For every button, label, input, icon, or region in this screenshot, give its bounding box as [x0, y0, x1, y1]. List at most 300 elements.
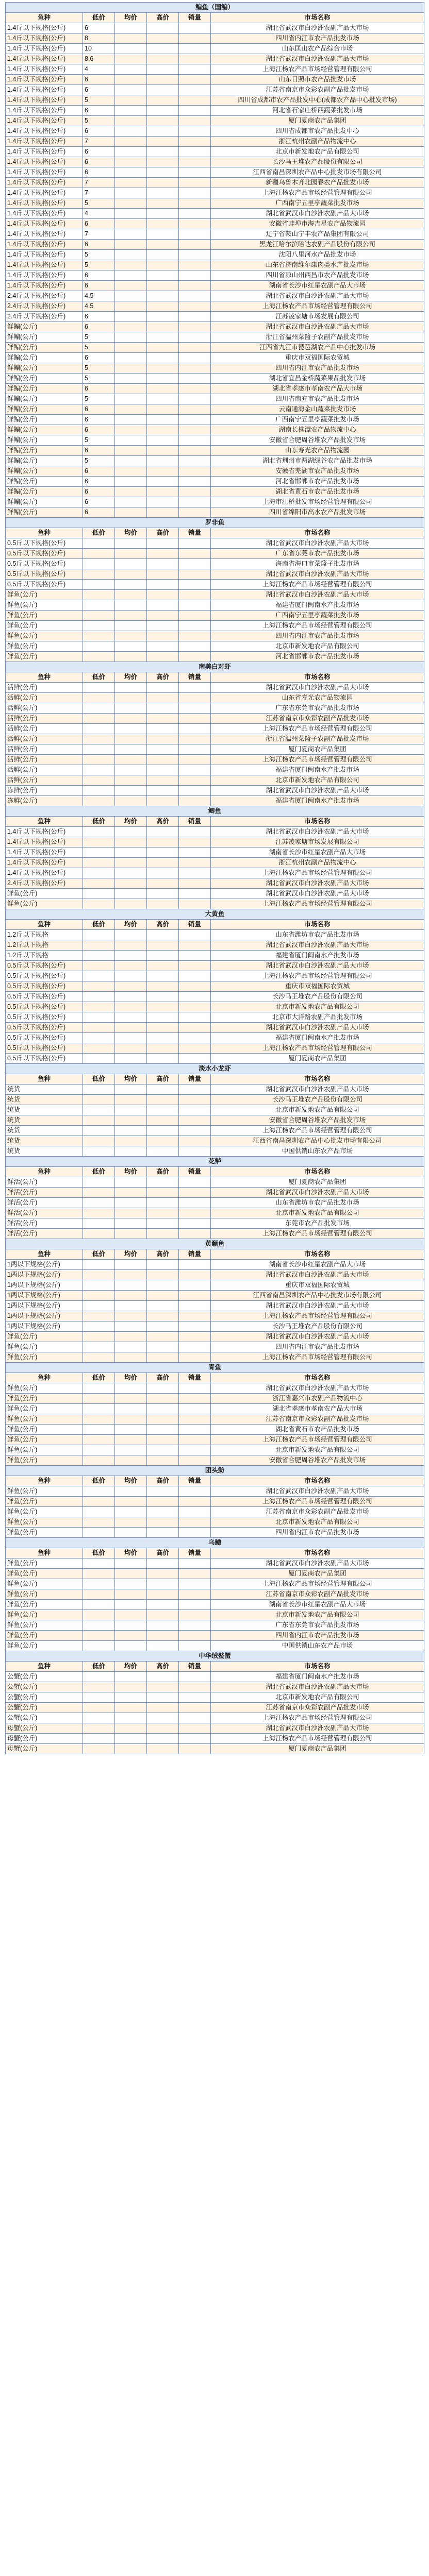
species-cell: 鲜鱼(公斤)	[6, 1383, 83, 1394]
volume-cell	[179, 1507, 211, 1517]
low-price-cell: 6	[83, 75, 115, 85]
section-title: 花鲈	[6, 1157, 424, 1167]
market-cell: 上海江杨农产品市场经营管理有限公司	[211, 868, 424, 878]
volume-cell	[179, 930, 211, 940]
market-cell: 上海江杨农产品市场经营管理有限公司	[211, 1043, 424, 1054]
table-row	[6, 1270, 424, 1280]
header-cell: 鱼种	[6, 1476, 83, 1486]
avg-price-cell	[115, 404, 147, 415]
volume-cell	[179, 332, 211, 343]
high-price-cell	[147, 487, 179, 497]
market-cell: 福建省厦门闽南水产批发市场	[211, 1672, 424, 1682]
volume-cell	[179, 1672, 211, 1682]
header-row	[6, 1373, 424, 1383]
market-cell: 重庆市双福国际农贸城	[211, 1280, 424, 1291]
header-cell: 均价	[115, 1373, 147, 1383]
header-cell: 销量	[179, 1476, 211, 1486]
low-price-cell	[83, 1569, 115, 1579]
avg-price-cell	[115, 1455, 147, 1466]
low-price-cell: 6	[83, 322, 115, 332]
table-row	[6, 1682, 424, 1692]
species-cell: 鲜活(公斤)	[6, 1218, 83, 1229]
high-price-cell	[147, 198, 179, 209]
table-row	[6, 734, 424, 744]
market-cell: 浙江省温州菜篮子农副产品批发市场	[211, 332, 424, 343]
high-price-cell	[147, 1043, 179, 1054]
high-price-cell	[147, 868, 179, 878]
low-price-cell	[83, 1208, 115, 1218]
avg-price-cell	[115, 899, 147, 909]
table-row	[6, 1455, 424, 1466]
table-row	[6, 23, 424, 33]
section-title-row	[6, 806, 424, 817]
high-price-cell	[147, 786, 179, 796]
volume-cell	[179, 1682, 211, 1692]
header-cell: 高价	[147, 1476, 179, 1486]
section-title: 大黄鱼	[6, 909, 424, 920]
table-row	[6, 1095, 424, 1105]
market-cell: 江苏省南京市众彩农副产品批发市场	[211, 85, 424, 95]
avg-price-cell	[115, 1033, 147, 1043]
table-row	[6, 786, 424, 796]
species-cell: 鲜鳊(公斤)	[6, 487, 83, 497]
volume-cell	[179, 899, 211, 909]
market-cell: 上海江杨农产品市场经营管理有限公司	[211, 188, 424, 198]
low-price-cell: 6	[83, 487, 115, 497]
low-price-cell	[83, 703, 115, 714]
volume-cell	[179, 322, 211, 332]
low-price-cell	[83, 1023, 115, 1033]
header-cell: 销量	[179, 1074, 211, 1084]
table-row	[6, 714, 424, 724]
table-row	[6, 106, 424, 116]
header-cell: 销量	[179, 1373, 211, 1383]
high-price-cell	[147, 652, 179, 662]
avg-price-cell	[115, 260, 147, 270]
table-row	[6, 1723, 424, 1734]
low-price-cell	[83, 878, 115, 889]
table-row	[6, 353, 424, 363]
table-row	[6, 765, 424, 775]
section-title: 黄颡鱼	[6, 1239, 424, 1249]
market-cell: 湖北省武汉市白沙洲农副产品大市场	[211, 1188, 424, 1198]
low-price-cell: 6	[83, 157, 115, 167]
avg-price-cell	[115, 1043, 147, 1054]
avg-price-cell	[115, 971, 147, 981]
table-row	[6, 1198, 424, 1208]
volume-cell	[179, 590, 211, 600]
species-cell: 1.4斤以下规格(公斤)	[6, 85, 83, 95]
table-row	[6, 837, 424, 848]
volume-cell	[179, 95, 211, 106]
header-row	[6, 1167, 424, 1177]
species-cell: 鲜鳊(公斤)	[6, 322, 83, 332]
section-title-row	[6, 1239, 424, 1249]
avg-price-cell	[115, 1208, 147, 1218]
species-cell: 1.4斤以下规格(公斤)	[6, 219, 83, 229]
volume-cell	[179, 54, 211, 64]
avg-price-cell	[115, 549, 147, 559]
market-cell: 广东省东莞市农产品批发市场	[211, 703, 424, 714]
table-row	[6, 744, 424, 755]
high-price-cell	[147, 240, 179, 250]
high-price-cell	[147, 1208, 179, 1218]
header-cell: 均价	[115, 528, 147, 538]
table-row	[6, 1744, 424, 1754]
avg-price-cell	[115, 1703, 147, 1713]
avg-price-cell	[115, 1280, 147, 1291]
header-cell: 高价	[147, 1373, 179, 1383]
market-cell: 厦门夏商农产品集团	[211, 1744, 424, 1754]
low-price-cell: 7	[83, 137, 115, 147]
low-price-cell	[83, 827, 115, 837]
volume-cell	[179, 1002, 211, 1012]
avg-price-cell	[115, 1084, 147, 1095]
low-price-cell	[83, 1445, 115, 1455]
table-row	[6, 848, 424, 858]
table-row	[6, 580, 424, 590]
high-price-cell	[147, 1641, 179, 1651]
species-cell: 鲜鱼(公斤)	[6, 1641, 83, 1651]
low-price-cell	[83, 1270, 115, 1280]
market-cell: 湖北省武汉市白沙洲农副产品大市场	[211, 940, 424, 951]
high-price-cell	[147, 1033, 179, 1043]
volume-cell	[179, 1517, 211, 1528]
avg-price-cell	[115, 312, 147, 322]
low-price-cell	[83, 1425, 115, 1435]
table-row	[6, 394, 424, 404]
table-row	[6, 1589, 424, 1600]
low-price-cell	[83, 1517, 115, 1528]
species-cell: 活鲜(公斤)	[6, 744, 83, 755]
market-cell: 上海江杨农产品市场经营管理有限公司	[211, 1713, 424, 1723]
avg-price-cell	[115, 1600, 147, 1610]
species-cell: 鲜鱼(公斤)	[6, 1620, 83, 1631]
market-cell: 上海江杨农产品市场经营管理有限公司	[211, 971, 424, 981]
market-cell: 山东省潍坊市农产品批发市场	[211, 930, 424, 940]
avg-price-cell	[115, 693, 147, 703]
species-cell: 鲜鱼(公斤)	[6, 1425, 83, 1435]
market-cell: 新疆乌鲁木齐北园春农产品批发市场	[211, 178, 424, 188]
species-cell: 鲜鳊(公斤)	[6, 374, 83, 384]
table-row	[6, 1383, 424, 1394]
table-row	[6, 1043, 424, 1054]
market-cell: 湖北省武汉市白沙洲农副产品大市场	[211, 54, 424, 64]
header-cell: 均价	[115, 672, 147, 683]
table-row	[6, 116, 424, 126]
species-cell: 活鲜(公斤)	[6, 775, 83, 786]
high-price-cell	[147, 1342, 179, 1352]
low-price-cell	[83, 951, 115, 961]
species-cell: 公蟹(公斤)	[6, 1692, 83, 1703]
volume-cell	[179, 466, 211, 477]
high-price-cell	[147, 425, 179, 435]
low-price-cell	[83, 631, 115, 641]
high-price-cell	[147, 270, 179, 281]
avg-price-cell	[115, 147, 147, 157]
table-row	[6, 1033, 424, 1043]
low-price-cell	[83, 1188, 115, 1198]
market-cell: 上海江杨农产品市场经营管理有限公司	[211, 580, 424, 590]
table-row	[6, 827, 424, 837]
header-row	[6, 920, 424, 930]
high-price-cell	[147, 394, 179, 404]
avg-price-cell	[115, 631, 147, 641]
avg-price-cell	[115, 961, 147, 971]
table-row	[6, 1610, 424, 1620]
section-title-row	[6, 1363, 424, 1373]
low-price-cell	[83, 600, 115, 611]
volume-cell	[179, 631, 211, 641]
high-price-cell	[147, 219, 179, 229]
species-cell: 活鲜(公斤)	[6, 693, 83, 703]
high-price-cell	[147, 332, 179, 343]
avg-price-cell	[115, 992, 147, 1002]
species-cell: 鲜鱼(公斤)	[6, 590, 83, 600]
volume-cell	[179, 992, 211, 1002]
market-cell: 湖北省孝感市孝南农产品大市场	[211, 1404, 424, 1414]
table-row	[6, 611, 424, 621]
species-cell: 1.4斤以下规格(公斤)	[6, 95, 83, 106]
high-price-cell	[147, 384, 179, 394]
high-price-cell	[147, 435, 179, 446]
avg-price-cell	[115, 1321, 147, 1332]
low-price-cell: 5	[83, 198, 115, 209]
high-price-cell	[147, 703, 179, 714]
market-cell: 长沙马王堆农产品股份有限公司	[211, 992, 424, 1002]
low-price-cell	[83, 1311, 115, 1321]
volume-cell	[179, 1383, 211, 1394]
table-row	[6, 75, 424, 85]
section-title-row	[6, 3, 424, 13]
high-price-cell	[147, 600, 179, 611]
species-cell: 鲜鱼(公斤)	[6, 1497, 83, 1507]
market-cell: 湖北省宜昌金桥蔬菜果品批发市场	[211, 374, 424, 384]
avg-price-cell	[115, 1517, 147, 1528]
species-cell: 鲜鱼(公斤)	[6, 1569, 83, 1579]
header-cell: 鱼种	[6, 528, 83, 538]
species-cell: 0.5斤以下规格(公斤)	[6, 981, 83, 992]
market-cell: 四川省内江市农产品批发市场	[211, 33, 424, 44]
high-price-cell	[147, 250, 179, 260]
high-price-cell	[147, 466, 179, 477]
species-cell: 鲜鱼(公斤)	[6, 1528, 83, 1538]
table-row	[6, 1734, 424, 1744]
volume-cell	[179, 394, 211, 404]
avg-price-cell	[115, 827, 147, 837]
volume-cell	[179, 1146, 211, 1157]
volume-cell	[179, 1394, 211, 1404]
species-cell: 1.4斤以下规格(公斤)	[6, 106, 83, 116]
low-price-cell	[83, 848, 115, 858]
table-row	[6, 404, 424, 415]
low-price-cell	[83, 1744, 115, 1754]
table-row	[6, 250, 424, 260]
table-row	[6, 1208, 424, 1218]
high-price-cell	[147, 734, 179, 744]
high-price-cell	[147, 1497, 179, 1507]
market-cell: 安徽省合肥周谷堆农产品批发市场	[211, 1455, 424, 1466]
avg-price-cell	[115, 54, 147, 64]
table-row	[6, 1301, 424, 1311]
avg-price-cell	[115, 714, 147, 724]
avg-price-cell	[115, 559, 147, 569]
low-price-cell	[83, 1435, 115, 1445]
species-cell: 2.4斤以下规格(公斤)	[6, 878, 83, 889]
table-row	[6, 549, 424, 559]
high-price-cell	[147, 1414, 179, 1425]
market-cell: 湖北省武汉市白沙洲农副产品大市场	[211, 1486, 424, 1497]
species-cell: 鲜鳊(公斤)	[6, 343, 83, 353]
table-row	[6, 1311, 424, 1321]
species-cell: 1两以下规格(公斤)	[6, 1291, 83, 1301]
avg-price-cell	[115, 64, 147, 75]
table-row	[6, 1342, 424, 1352]
volume-cell	[179, 951, 211, 961]
high-price-cell	[147, 899, 179, 909]
high-price-cell	[147, 755, 179, 765]
volume-cell	[179, 301, 211, 312]
volume-cell	[179, 44, 211, 54]
table-row	[6, 693, 424, 703]
market-cell: 湖北省武汉市白沙洲农副产品大市场	[211, 23, 424, 33]
header-row	[6, 1249, 424, 1260]
low-price-cell	[83, 1641, 115, 1651]
header-cell: 高价	[147, 920, 179, 930]
avg-price-cell	[115, 848, 147, 858]
species-cell: 统货	[6, 1136, 83, 1146]
section-title: 南美白对虾	[6, 662, 424, 672]
volume-cell	[179, 858, 211, 868]
header-cell: 市场名称	[211, 1249, 424, 1260]
low-price-cell	[83, 621, 115, 631]
high-price-cell	[147, 1280, 179, 1291]
avg-price-cell	[115, 322, 147, 332]
market-cell: 长沙马王堆农产品股份有限公司	[211, 1095, 424, 1105]
species-cell: 鲜鱼(公斤)	[6, 1352, 83, 1363]
low-price-cell	[83, 1455, 115, 1466]
table-row	[6, 641, 424, 652]
volume-cell	[179, 1486, 211, 1497]
high-price-cell	[147, 1084, 179, 1095]
volume-cell	[179, 837, 211, 848]
species-cell: 活鲜(公斤)	[6, 714, 83, 724]
market-cell: 上海江杨农产品市场经营管理有限公司	[211, 301, 424, 312]
low-price-cell: 4.5	[83, 291, 115, 301]
market-cell: 四川省内江市农产品批发市场	[211, 1528, 424, 1538]
table-row	[6, 363, 424, 374]
low-price-cell	[83, 641, 115, 652]
low-price-cell	[83, 1260, 115, 1270]
avg-price-cell	[115, 456, 147, 466]
high-price-cell	[147, 1095, 179, 1105]
low-price-cell	[83, 1012, 115, 1023]
volume-cell	[179, 291, 211, 301]
market-cell: 北京市新发地农产品有限公司	[211, 147, 424, 157]
species-cell: 1.4斤以下规格(公斤)	[6, 240, 83, 250]
header-cell: 低价	[83, 1249, 115, 1260]
low-price-cell	[83, 1404, 115, 1414]
high-price-cell	[147, 858, 179, 868]
avg-price-cell	[115, 1126, 147, 1136]
high-price-cell	[147, 456, 179, 466]
low-price-cell: 6	[83, 353, 115, 363]
high-price-cell	[147, 229, 179, 240]
avg-price-cell	[115, 796, 147, 806]
species-cell: 0.5斤以下规格(公斤)	[6, 538, 83, 549]
volume-cell	[179, 1043, 211, 1054]
species-cell: 活鲜(公斤)	[6, 755, 83, 765]
species-cell: 1.4斤以下规格(公斤)	[6, 229, 83, 240]
volume-cell	[179, 312, 211, 322]
species-cell: 冻鲜(公斤)	[6, 786, 83, 796]
species-cell: 鲜鳊(公斤)	[6, 363, 83, 374]
market-cell: 福建省厦门闽南水产批发市场	[211, 1033, 424, 1043]
avg-price-cell	[115, 116, 147, 126]
volume-cell	[179, 384, 211, 394]
avg-price-cell	[115, 95, 147, 106]
avg-price-cell	[115, 394, 147, 404]
volume-cell	[179, 167, 211, 178]
low-price-cell	[83, 1291, 115, 1301]
table-row	[6, 322, 424, 332]
high-price-cell	[147, 1105, 179, 1115]
low-price-cell: 8	[83, 33, 115, 44]
species-cell: 鲜鳊(公斤)	[6, 446, 83, 456]
low-price-cell: 6	[83, 477, 115, 487]
table-row	[6, 415, 424, 425]
low-price-cell	[83, 1610, 115, 1620]
table-row	[6, 466, 424, 477]
species-cell: 1.4斤以下规格(公斤)	[6, 64, 83, 75]
high-price-cell	[147, 85, 179, 95]
section-title: 团头鲂	[6, 1466, 424, 1476]
species-cell: 1.4斤以下规格(公斤)	[6, 137, 83, 147]
species-cell: 鲜鳊(公斤)	[6, 332, 83, 343]
header-cell: 市场名称	[211, 528, 424, 538]
high-price-cell	[147, 775, 179, 786]
avg-price-cell	[115, 1692, 147, 1703]
low-price-cell: 5	[83, 95, 115, 106]
avg-price-cell	[115, 507, 147, 518]
species-cell: 1.4斤以下规格(公斤)	[6, 116, 83, 126]
low-price-cell	[83, 611, 115, 621]
market-cell: 江西省南昌深圳农产品中心批发市场有限公司	[211, 1136, 424, 1146]
high-price-cell	[147, 1136, 179, 1146]
volume-cell	[179, 229, 211, 240]
species-cell: 鲜鱼(公斤)	[6, 621, 83, 631]
market-cell: 上海江杨农产品市场经营管理有限公司	[211, 1311, 424, 1321]
market-cell: 江苏省南京市众彩农副产品批发市场	[211, 1414, 424, 1425]
volume-cell	[179, 889, 211, 899]
low-price-cell	[83, 765, 115, 775]
volume-cell	[179, 497, 211, 507]
low-price-cell	[83, 590, 115, 600]
species-cell: 0.5斤以下规格(公斤)	[6, 1033, 83, 1043]
high-price-cell	[147, 1620, 179, 1631]
high-price-cell	[147, 1146, 179, 1157]
species-cell: 0.5斤以下规格(公斤)	[6, 1054, 83, 1064]
species-cell: 活鲜(公斤)	[6, 683, 83, 693]
market-cell: 上海江杨农产品市场经营管理有限公司	[211, 1734, 424, 1744]
volume-cell	[179, 116, 211, 126]
avg-price-cell	[115, 600, 147, 611]
high-price-cell	[147, 167, 179, 178]
species-cell: 0.5斤以下规格(公斤)	[6, 961, 83, 971]
volume-cell	[179, 1218, 211, 1229]
volume-cell	[179, 64, 211, 75]
volume-cell	[179, 75, 211, 85]
